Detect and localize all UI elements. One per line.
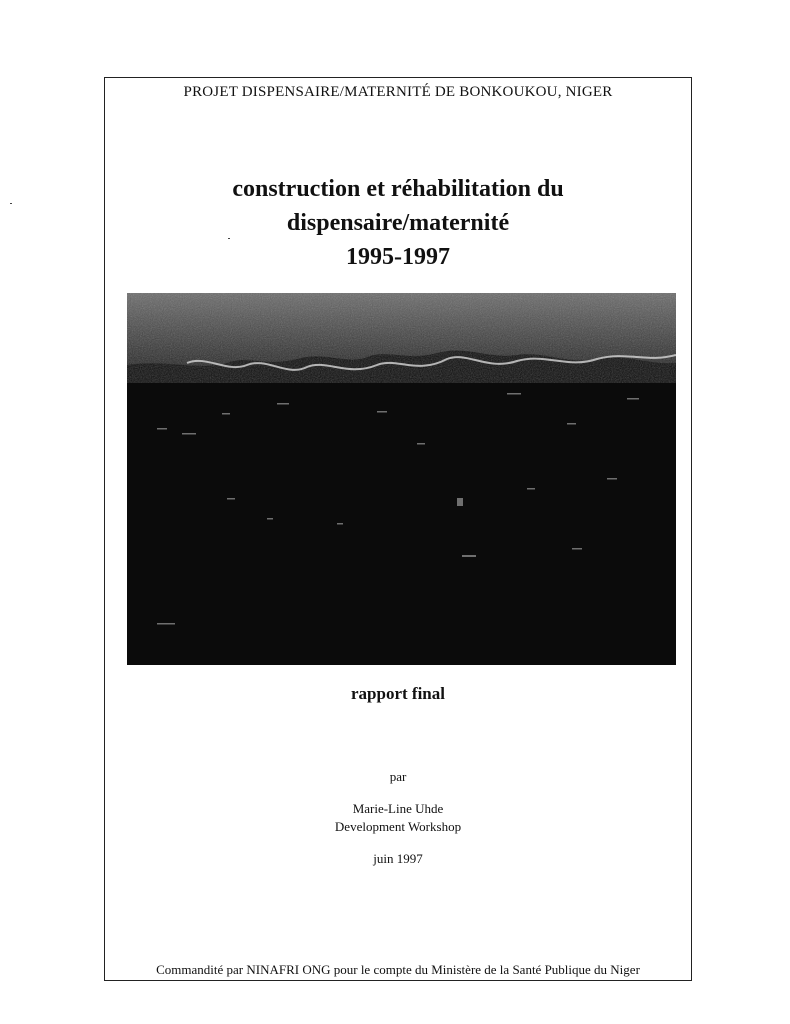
author-block — [105, 768, 691, 868]
scan-speck — [10, 203, 12, 204]
publication-date: juin 1997 — [373, 851, 423, 866]
title-line-1: construction et réhabilitation du — [232, 176, 564, 202]
cover-photo-image — [127, 293, 676, 665]
title-line-3: 1995-1997 — [346, 244, 450, 270]
title-line-2: dispensaire/maternité — [286, 210, 510, 236]
cover-page-frame — [104, 77, 692, 981]
by-label: par — [389, 769, 407, 784]
author-organization: Development Workshop — [334, 819, 462, 834]
cover-photo — [127, 293, 676, 665]
author-name: Marie-Line Uhde — [352, 801, 444, 816]
project-header: PROJET DISPENSAIRE/MATERNITÉ DE BONKOUKOU, NIGER — [183, 84, 613, 100]
report-type: rapport final — [351, 684, 445, 703]
commission-note: Commandité par NINAFRI ONG pour le compte du Ministère de la Santé Publique du Niger — [156, 962, 640, 977]
document-title — [105, 172, 691, 274]
